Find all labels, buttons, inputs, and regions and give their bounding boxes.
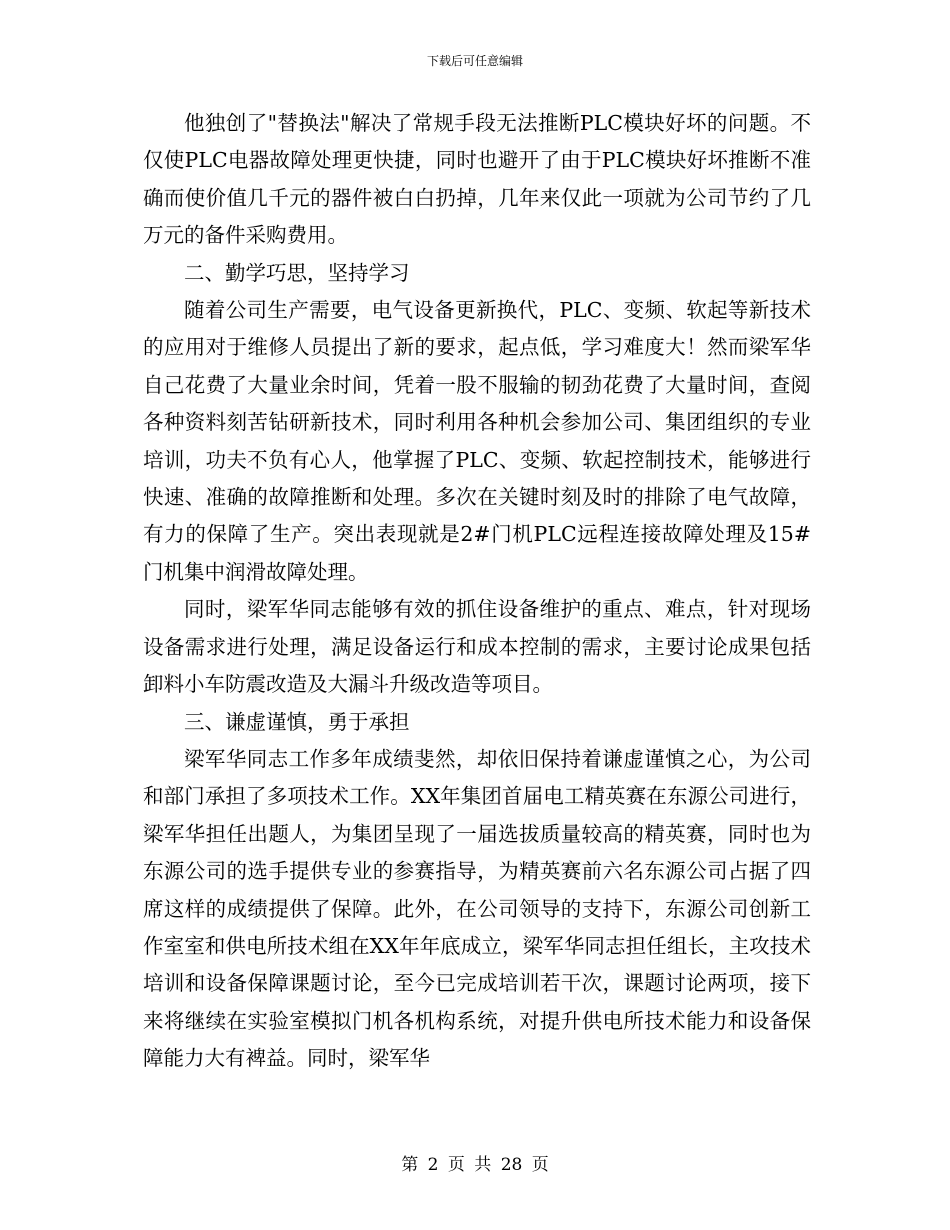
paragraph-modesty: 梁军华同志工作多年成绩斐然，却依旧保持着谦虚谨慎之心，为公司和部门承担了多项技术工作。XX年集团首届电工精英赛在东源公司进行，梁军华担任出题人，为集团呈现了一届选拔质量较高的精英赛，同时也为东源公司的选手提供专业的参赛指导，为精英赛前六名东源公司占据了四席这样的成绩提供了保障。此外，在公司领导的支持下，东源公司创新工作室室和供电所技术组在XX年年底成立，梁军华同志担任组长，主攻技术培训和设备保障课题讨论，至今已完成培训若干次，课题讨论两项，接下来将继续在实验室模拟门机各机构系统，对提升供电所技术能力和设备保障能力大有裨益。同时，梁军华 [143,746,811,1071]
paragraph-replacement-method: 他独创了"替换法"解决了常规手段无法推断PLC模块好坏的问题。不仅使PLC电器故障处理更快捷，同时也避开了由于PLC模块好坏推断不准确而使价值几千元的器件被白白扔掉，几年来仅此一项就为公司节约了几万元的备件采购费用。 [143,111,811,248]
section-heading-modesty: 三、谦虚谨慎，勇于承担 [184,709,410,734]
section-heading-study: 二、勤学巧思，坚持学习 [184,260,410,285]
page-header: 下载后可任意编辑 [426,54,523,68]
paragraph-maintenance-focus: 同时，梁军华同志能够有效的抓住设备维护的重点、难点，针对现场设备需求进行处理，满足设备运行和成本控制的需求，主要讨论成果包括卸料小车防震改造及大漏斗升级改造等项目。 [143,597,811,697]
page-footer: 第 2 页 共 28 页 [401,1155,549,1175]
document-body [143,105,811,1078]
paragraph-study: 随着公司生产需要，电气设备更新换代，PLC、变频、软起等新技术的应用对于维修人员提出了新的要求，起点低，学习难度大！然而梁军华自己花费了大量业余时间，凭着一股不服输的韧劲花费了大量时间，查阅各种资料刻苦钻研新技术，同时利用各种机会参加公司、集团组织的专业培训，功夫不负有心人，他掌握了PLC、变频、软起控制技术，能够进行快速、准确的故障推断和处理。多次在关键时刻及时的排除了电气故障，有力的保障了生产。突出表现就是2#门机PLC远程连接故障处理及15#门机集中润滑故障处理。 [143,298,811,584]
